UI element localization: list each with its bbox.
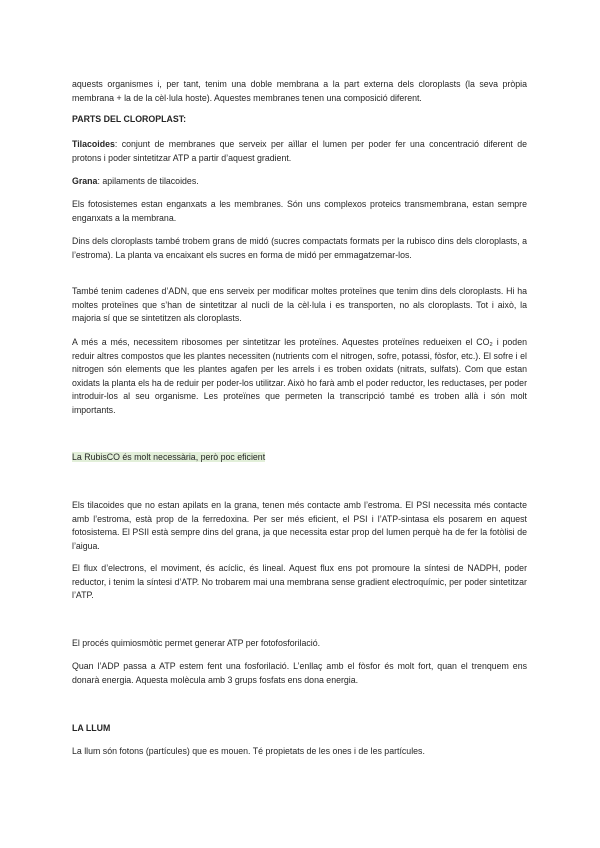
intro-paragraph: aquests organismes i, per tant, tenim una doble membrana a la part externa dels cloroplasts (la seva pròpia membrana + la de la cèl·lula hoste). Aquestes membranes tenen una composició diferent. <box>72 79 527 103</box>
quimiosmotic-paragraph: El procés quimiosmòtic permet generar ATP per fotofosforilació. <box>72 638 321 648</box>
grana-paragraph <box>72 175 527 189</box>
adp-paragraph: Quan l’ADP passa a ATP estem fent una fosforilació. L’enllaç amb el fòsfor és molt fort, quan el trenquem ens donarà energia. Aquesta molècula amb 3 grups fosfats ens dona energia. <box>72 661 527 685</box>
llum-heading: LA LLUM <box>72 723 111 733</box>
tilacoides-paragraph <box>72 138 527 165</box>
rubisco-highlighted-note: La RubisCO és molt necessària, però poc eficient <box>72 452 266 462</box>
grana-definition: : apilaments de tilacoides. <box>97 176 199 186</box>
adn-paragraph: També tenim cadenes d’ADN, que ens serveix per modificar moltes proteïnes que tenim dins dels cloroplasts. Hi ha moltes proteïnes que s’han de sintetitzar al nucli de la cèl·lula i es transporten, no als cloroplasts. Tot i això, la majoria sí que se sintetitzen als cloroplasts. <box>72 286 527 324</box>
mido-paragraph: Dins dels cloroplasts també trobem grans de midó (sucres compactats formats per la rubisco dins dels cloroplasts, a l’estroma). La planta va encaixant els sucres en forma de midó per emmagatzemar-los. <box>72 236 527 260</box>
flux-paragraph: El flux d’electrons, el moviment, és acíclic, és lineal. Aquest flux ens pot promoure la síntesi de NADPH, poder reductor, i tenim la síntesi d’ATP. No trobarem mai una membrana sense gradient electroquímic, per poder sintetitzar l’ATP. <box>72 563 527 601</box>
grana-term: Grana <box>72 176 98 186</box>
rubisco-note-paragraph <box>72 451 265 465</box>
ribosomes-paragraph: A més a més, necessitem ribosomes per sintetitzar les proteïnes. Aquestes proteïnes redueixen el CO₂ i poden reduir altres compostos que les plantes necessiten (nutrients com el nitrogen, sofre, potassi, fòsfor, etc.). El sofre i el nitrogen són elements que les plantes agafen per les arrels i es troben oxidats (nitrats, sulfats). Com que estan oxidats la planta els ha de reduir per poder-los utilitzar. Això ho farà amb el poder reductor, les reductases, per poder introduir-los al seu organisme. Les proteïnes que permeten la transcripció també es troben allà i són molt importants. <box>72 337 527 415</box>
tilacoides-definition: : conjunt de membranes que serveix per aïllar el lumen per poder fer una concentració diferent de protons i poder sintetitzar ATP a partir d’aquest gradient. <box>72 139 527 163</box>
tilacoides-term: Tilacoides <box>72 139 115 149</box>
llum-paragraph: La llum són fotons (partícules) que es mouen. Té propietats de les ones i de les partícules. <box>72 746 425 756</box>
parts-heading: PARTS DEL CLOROPLAST: <box>72 114 187 124</box>
tilacoides-grana-paragraph: Els tilacoides que no estan apilats en la grana, tenen més contacte amb l’estroma. El PSI necessita més contacte amb l’estroma, està prop de la ferredoxina. Per ser més eficient, el PSI i l’ATP-sintasa els posarem en aquest fotosistema. El PSII està sempre dins del grana, ja que necessita estar prop del lumen perquè ha de fer la fotòlisi de l’aigua. <box>72 500 527 551</box>
fotosistemes-paragraph: Els fotosistemes estan enganxats a les membranes. Són uns complexos proteics transmembrana, estan sempre enganxats a la membrana. <box>72 199 527 223</box>
